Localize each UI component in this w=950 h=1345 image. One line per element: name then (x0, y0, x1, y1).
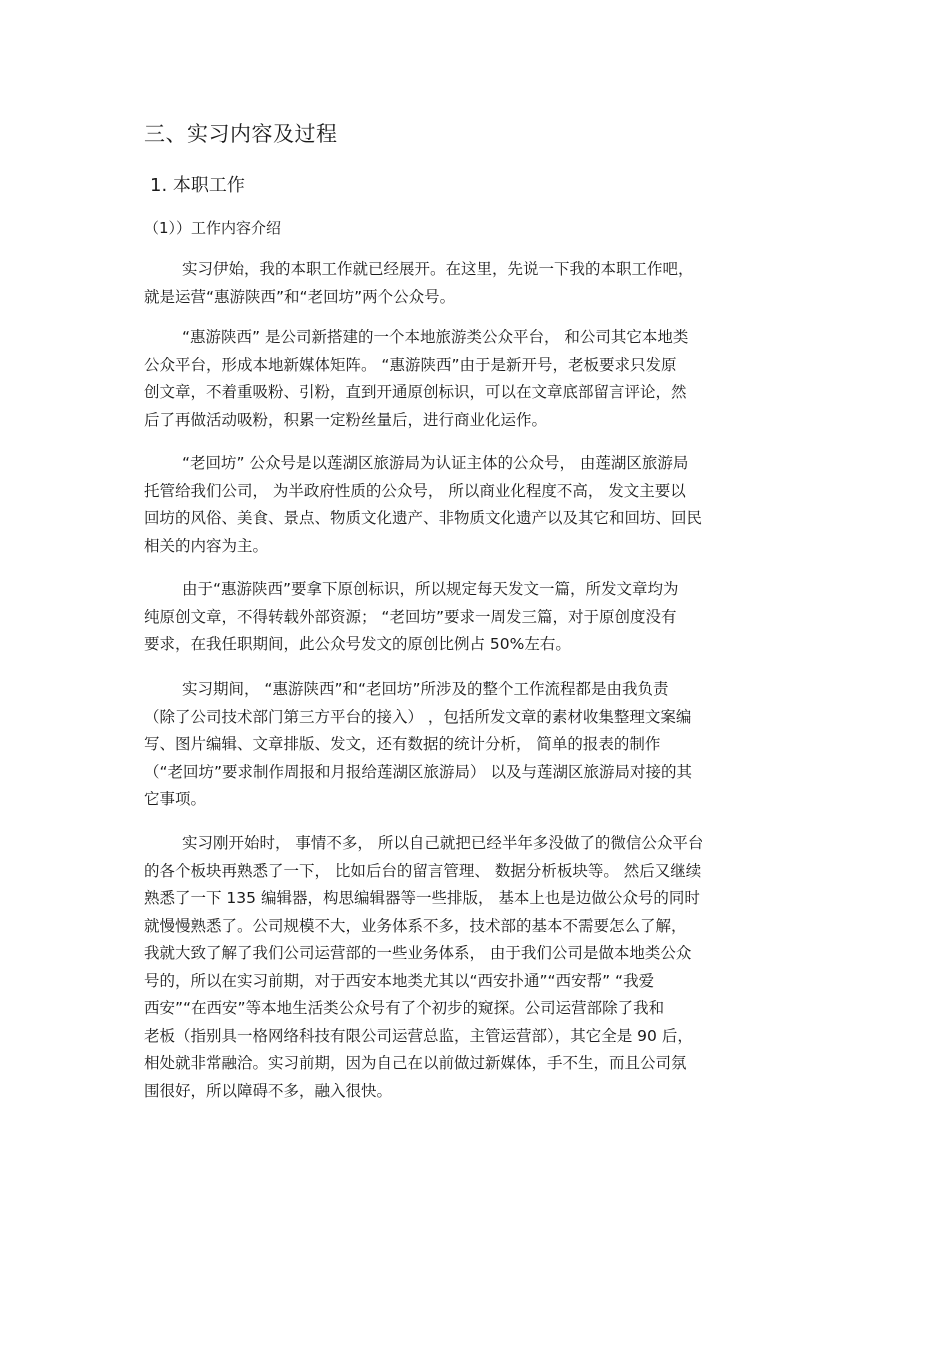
paragraph-line: 号的，所以在实习前期，对于西安本地类尤其以“西安扑通”“西安帮” “我爱 (144, 971, 655, 990)
paragraph-line: 由于“惠游陕西”要拿下原创标识，所以规定每天发文一篇，所发文章均为 (182, 580, 679, 598)
paragraph-line: 我就大致了解了我们公司运营部的一些业务体系， 由于我们公司是做本地类公众 (144, 944, 692, 962)
paragraph-line: 纯原创文章，不得转载外部资源； “老回坊”要求一周发三篇，对于原创度没有 (144, 607, 677, 626)
paragraph-line: 后了再做活动吸粉，积累一定粉丝量后，进行商业化运作。 (144, 410, 548, 429)
paragraph-line: 创文章，不着重吸粉、引粉，直到开通原创标识，可以在文章底部留言评论，然 (144, 383, 687, 401)
paragraph-6 (144, 830, 824, 1105)
paragraph-line: 的各个板块再熟悉了一下， 比如后台的留言管理、 数据分析板块等。 然后又继续 (144, 861, 702, 880)
paragraph-line: 相关的内容为主。 (144, 536, 269, 555)
paragraph-line: 回坊的风俗、美食、景点、物质文化遗产、非物质文化遗产以及其它和回坊、回民 (144, 509, 703, 527)
paragraph-line: 它事项。 (144, 790, 207, 808)
paragraph-line: 相处就非常融洽。实习前期，因为自己在以前做过新媒体，手不生，而且公司氛 (144, 1054, 687, 1072)
subsection-title: 1. 本职工作 (150, 175, 245, 196)
paragraph-5 (144, 676, 824, 814)
paragraph-4 (144, 576, 824, 659)
paragraph-2 (144, 324, 824, 434)
paragraph-line: 老板（指别具一格网络科技有限公司运营总监，主管运营部），其它全是 90 后， (144, 1026, 693, 1045)
paragraph-line: 实习刚开始时， 事情不多， 所以自己就把已经半年多没做了的微信公众平台 (182, 834, 704, 852)
paragraph-line: 就慢慢熟悉了。公司规模不大，业务体系不多，技术部的基本不需要怎么了解， (144, 916, 687, 935)
paragraph-line: 围很好，所以障碍不多，融入很快。 (144, 1081, 393, 1100)
paragraph-line: 写、图片编辑、文章排版、发文，还有数据的统计分析， 简单的报表的制作 (144, 735, 661, 753)
paragraph-line: 西安”“在西安”等本地生活类公众号有了个初步的窥探。公司运营部除了我和 (144, 999, 665, 1017)
paragraph-line: 实习期间， “惠游陕西”和“老回坊”所涉及的整个工作流程都是由我负责 (182, 680, 669, 698)
paragraph-line: “老回坊” 公众号是以莲湖区旅游局为认证主体的公众号， 由莲湖区旅游局 (182, 454, 689, 472)
paragraph-line: 就是运营“惠游陕西”和“老回坊”两个公众号。 (144, 287, 456, 306)
paragraph-line: 托管给我们公司， 为半政府性质的公众号， 所以商业化程度不高， 发文主要以 (144, 481, 686, 500)
paragraph-line: 实习伊始，我的本职工作就已经展开。在这里，先说一下我的本职工作吧， (182, 260, 694, 278)
paragraph-3 (144, 450, 824, 560)
paragraph-line: （除了公司技术部门第三方平台的接入） ，包括所发文章的素材收集整理文案编 (144, 707, 692, 726)
paragraph-line: 要求，在我任职期间，此公众号发文的原创比例占 50%左右。 (144, 635, 571, 653)
paragraph-line: （“老回坊”要求制作周报和月报给莲湖区旅游局） 以及与莲湖区旅游局对接的其 (144, 762, 692, 781)
subsubsection-title: （1））工作内容介绍 (144, 219, 282, 237)
paragraph-line: 熟悉了一下 135 编辑器，构思编辑器等一些排版， 基本上也是边做公众号的同时 (144, 889, 700, 907)
paragraph-1 (144, 256, 824, 311)
paragraph-line: “惠游陕西” 是公司新搭建的一个本地旅游类公众平台， 和公司其它本地类 (182, 328, 689, 346)
section-title: 三、实习内容及过程 (144, 122, 338, 146)
paragraph-line: 公众平台，形成本地新媒体矩阵。 “惠游陕西”由于是新开号，老板要求只发原 (144, 355, 677, 374)
